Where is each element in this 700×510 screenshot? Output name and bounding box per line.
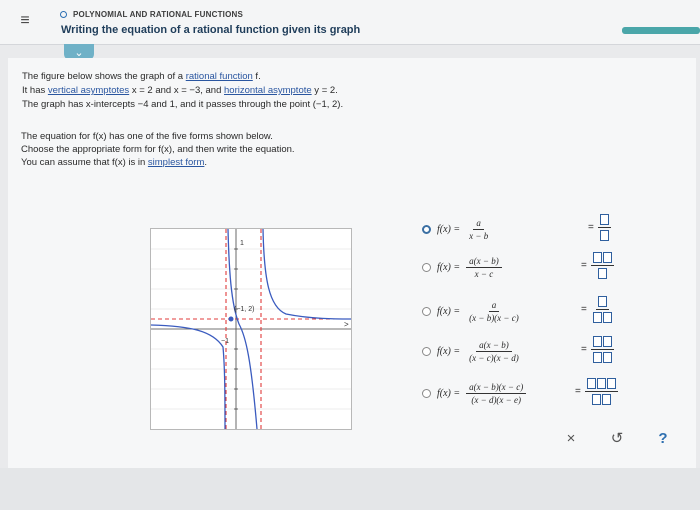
fraction <box>466 256 502 279</box>
problem-statement <box>22 70 343 112</box>
template-3 <box>575 296 614 323</box>
x-tick-label: −1 <box>221 338 229 345</box>
input-box[interactable] <box>593 336 602 347</box>
denominator: x − b <box>469 231 489 241</box>
clear-icon[interactable]: × <box>566 429 576 447</box>
denominator: x − c <box>474 269 494 279</box>
graph-svg <box>151 229 351 429</box>
curve-left <box>151 325 225 429</box>
denominator: (x − d)(x − e) <box>471 395 521 405</box>
top-bar <box>0 0 700 45</box>
instruction-line: Choose the appropriate form for f(x), and then write the equation. <box>21 144 295 155</box>
hamburger-icon[interactable]: ≡ <box>20 12 30 29</box>
equals-sign: = <box>581 260 587 271</box>
option-3[interactable] <box>422 300 522 323</box>
option-label: f(x) = <box>437 306 461 317</box>
template-4 <box>575 336 614 363</box>
equals-sign: = <box>581 344 587 355</box>
input-box[interactable] <box>593 252 602 263</box>
input-box[interactable] <box>597 378 606 389</box>
input-box[interactable] <box>600 230 609 241</box>
progress-fill <box>622 27 700 34</box>
horizontal-asymptote-link[interactable]: horizontal asymptote <box>224 85 312 96</box>
option-label: f(x) = <box>437 388 461 399</box>
template-fraction <box>591 296 614 323</box>
instruction-line: The equation for f(x) has one of the five forms shown below. <box>21 131 273 142</box>
undo-icon[interactable]: ↺ <box>610 430 624 447</box>
topic-title: Writing the equation of a rational function given its graph <box>61 24 361 36</box>
option-label: f(x) = <box>437 346 461 357</box>
input-box[interactable] <box>607 378 616 389</box>
radio-button[interactable] <box>422 225 431 234</box>
instruction-text: You can assume that f(x) is in <box>21 157 148 168</box>
point-label: (−1, 2) <box>234 306 255 313</box>
template-fraction <box>591 336 614 363</box>
input-box[interactable] <box>603 312 612 323</box>
template-fraction <box>591 252 614 279</box>
curve-right <box>263 229 351 319</box>
equals-sign: = <box>575 386 581 397</box>
function-graph <box>150 228 352 430</box>
radio-button[interactable] <box>422 263 431 272</box>
chevron-down-icon: ⌄ <box>74 46 84 59</box>
category-label: POLYNOMIAL AND RATIONAL FUNCTIONS <box>73 10 244 19</box>
input-box[interactable] <box>598 268 607 279</box>
option-2[interactable] <box>422 256 502 279</box>
vertical-asymptotes-link[interactable]: vertical asymptotes <box>47 85 130 96</box>
input-box[interactable] <box>593 312 602 323</box>
input-box[interactable] <box>593 352 602 363</box>
fraction <box>466 340 522 363</box>
radio-button[interactable] <box>422 347 431 356</box>
template-5 <box>569 378 618 405</box>
numerator: a(x − b)(x − c) <box>466 382 526 394</box>
x-axis-arrow: > <box>344 320 349 329</box>
radio-button[interactable] <box>422 389 431 398</box>
instruction-text: . <box>204 157 208 168</box>
intro-text: y = 2. <box>311 85 338 96</box>
footer-area <box>0 468 700 510</box>
input-box[interactable] <box>600 214 609 225</box>
template-fraction <box>585 378 618 405</box>
input-box[interactable] <box>592 394 601 405</box>
numerator: a <box>473 218 484 230</box>
help-icon[interactable]: ? <box>658 429 668 447</box>
fraction <box>466 300 522 323</box>
template-2 <box>575 252 614 279</box>
intro-text: f. <box>252 71 261 82</box>
option-5[interactable] <box>422 382 526 405</box>
simplest-form-link[interactable]: simplest form <box>147 157 205 168</box>
instructions <box>21 130 295 169</box>
fraction <box>466 382 526 405</box>
fraction <box>466 218 491 241</box>
denominator: (x − b)(x − c) <box>469 313 519 323</box>
numerator: a <box>489 300 500 312</box>
option-label: f(x) = <box>437 224 461 235</box>
input-box[interactable] <box>603 336 612 347</box>
template-1 <box>582 214 611 241</box>
intro-text: The figure below shows the graph of a <box>22 71 186 82</box>
rational-function-link[interactable]: rational function <box>185 71 253 82</box>
topic-category <box>60 10 243 19</box>
intro-text: x = 2 and x = −3, and <box>129 85 224 96</box>
equals-sign: = <box>581 304 587 315</box>
template-fraction <box>598 214 611 241</box>
ticks <box>151 229 351 429</box>
intro-text: It has <box>22 85 48 96</box>
input-box[interactable] <box>602 394 611 405</box>
point-marker <box>229 317 234 322</box>
equals-sign: = <box>588 222 594 233</box>
option-1[interactable] <box>422 218 491 241</box>
answer-toolbar <box>561 428 673 448</box>
numerator: a(x − b) <box>466 256 502 268</box>
circle-icon <box>60 11 67 18</box>
input-box[interactable] <box>598 296 607 307</box>
option-label: f(x) = <box>437 262 461 273</box>
y-tick-label: 1 <box>240 240 244 247</box>
progress-bar <box>622 27 700 34</box>
radio-button[interactable] <box>422 307 431 316</box>
numerator: a(x − b) <box>476 340 512 352</box>
input-box[interactable] <box>603 352 612 363</box>
intercepts-text: The graph has x-intercepts −4 and 1, and it passes through the point (−1, 2). <box>22 99 344 110</box>
input-box[interactable] <box>603 252 612 263</box>
input-box[interactable] <box>587 378 596 389</box>
option-4[interactable] <box>422 340 522 363</box>
denominator: (x − c)(x − d) <box>469 353 519 363</box>
